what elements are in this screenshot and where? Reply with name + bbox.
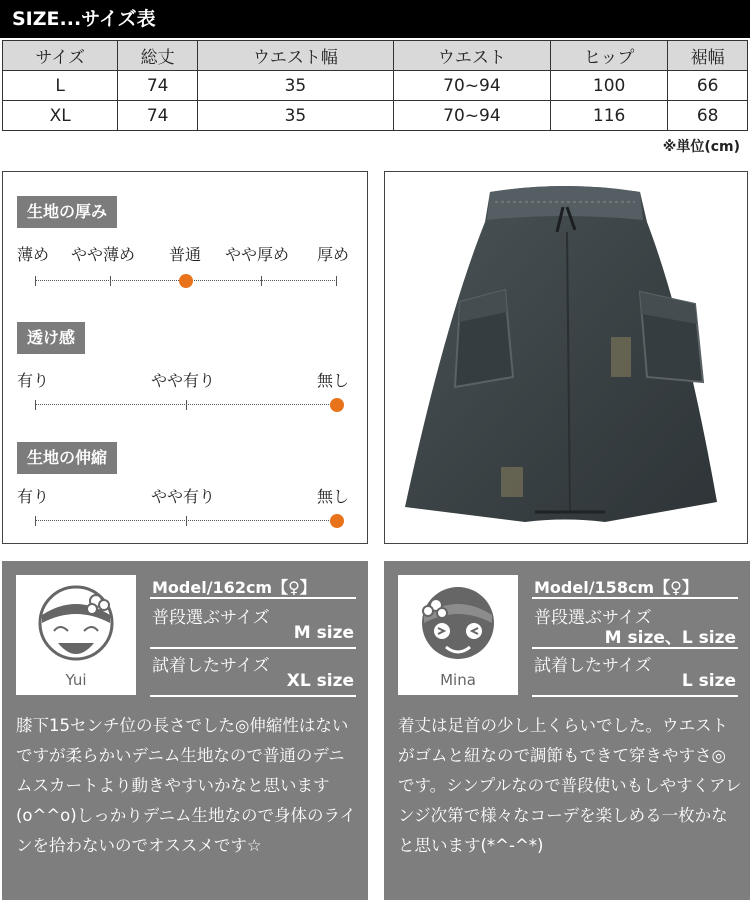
table-cell: 100 (550, 71, 667, 101)
table-cell: 66 (668, 71, 748, 101)
header-cell: ウエスト (393, 41, 550, 71)
header-cell: ウエスト幅 (198, 41, 394, 71)
scale-tick (35, 516, 36, 526)
unit-note: ※単位(cm) (662, 139, 740, 155)
thickness-marker (179, 274, 193, 288)
table-cell: 70~94 (393, 101, 550, 131)
scale-label: 普通 (169, 245, 202, 264)
table-row (3, 71, 748, 101)
stretch-scale (35, 520, 337, 521)
scale-tick (261, 276, 262, 286)
table-cell: 74 (118, 71, 198, 101)
header-cell: サイズ (3, 41, 118, 71)
model-comment: 膝下15センチ位の長さでした◎伸縮性はないですが柔らかいデニム生地なので普通のデニムスカートより動きやすいかなと思います(o^^o)しっかりデニム生地なので身体のラインを拾わないのでオススメです☆ (16, 716, 357, 855)
tried-size-value: L size (681, 671, 736, 691)
scale-tick (110, 276, 111, 286)
sheer-title: 透け感 (17, 322, 85, 354)
fabric-panel (2, 171, 368, 544)
divider (150, 647, 356, 649)
usual-size-label: 普段選ぶサイズ (152, 608, 270, 628)
header-cell: 裾幅 (668, 41, 748, 71)
table-row (3, 101, 748, 131)
table-cell: 116 (550, 101, 667, 131)
divider (532, 647, 738, 649)
scale-label: 有り (17, 487, 50, 506)
stretch-marker (330, 514, 344, 528)
tried-size-value: XL size (286, 671, 354, 691)
size-table (2, 40, 748, 131)
scale-label: 厚め (317, 245, 350, 264)
tried-size-label: 試着したサイズ (534, 656, 652, 676)
denim-skirt-image (385, 172, 747, 543)
scale-label: 無し (317, 487, 350, 506)
sheer-marker (330, 398, 344, 412)
model-title: Model/158cm【♀】 (534, 578, 698, 597)
scale-label: やや薄め (71, 245, 136, 264)
table-cell: XL (3, 101, 118, 131)
size-table-header-row (3, 41, 748, 71)
model-card-mina (384, 561, 750, 900)
scale-label: やや有り (151, 371, 216, 390)
scale-tick (186, 516, 187, 526)
stretch-title: 生地の伸縮 (17, 442, 117, 474)
scale-label: 無し (317, 371, 350, 390)
scale-label: やや有り (151, 487, 216, 506)
model-comment: 着丈は足首の少し上くらいでした。ウエストがゴムと紐なので調節もできて穿きやすさ◎です。シンプルなので普段使いもしやすくアレンジ次第で様々なコーデを楽しめる一枚かなと思います(*^-^*) (398, 716, 742, 855)
scale-label: 薄め (17, 245, 50, 264)
tried-size-label: 試着したサイズ (152, 656, 270, 676)
avatar (16, 575, 136, 695)
table-cell: 35 (198, 101, 394, 131)
avatar-name: Mina (440, 671, 476, 689)
scale-tick (35, 276, 36, 286)
table-cell: 35 (198, 71, 394, 101)
table-cell: 68 (668, 101, 748, 131)
scale-tick (35, 400, 36, 410)
scale-label: やや厚め (225, 245, 290, 264)
divider (532, 695, 738, 697)
avatar-name: Yui (65, 671, 87, 689)
model-title: Model/162cm【♀】 (152, 578, 316, 597)
usual-size-value: M size (293, 623, 354, 643)
divider (150, 597, 356, 599)
thickness-scale (35, 280, 337, 281)
scale-tick (186, 400, 187, 410)
thickness-title: 生地の厚み (17, 196, 117, 228)
usual-size-value: M size、L size (604, 628, 736, 648)
header-cell: ヒップ (550, 41, 667, 71)
table-cell: 70~94 (393, 71, 550, 101)
scale-label: 有り (17, 371, 50, 390)
header-cell: 総丈 (118, 41, 198, 71)
usual-size-label: 普段選ぶサイズ (534, 608, 652, 628)
table-cell: 74 (118, 101, 198, 131)
table-cell: L (3, 71, 118, 101)
sheer-scale (35, 404, 337, 405)
model-card-yui (2, 561, 368, 900)
size-chart-header: SIZE...サイズ表 (0, 0, 750, 38)
divider (150, 695, 356, 697)
scale-tick (336, 276, 337, 286)
avatar (398, 575, 518, 695)
product-photo (384, 171, 748, 544)
divider (532, 597, 738, 599)
